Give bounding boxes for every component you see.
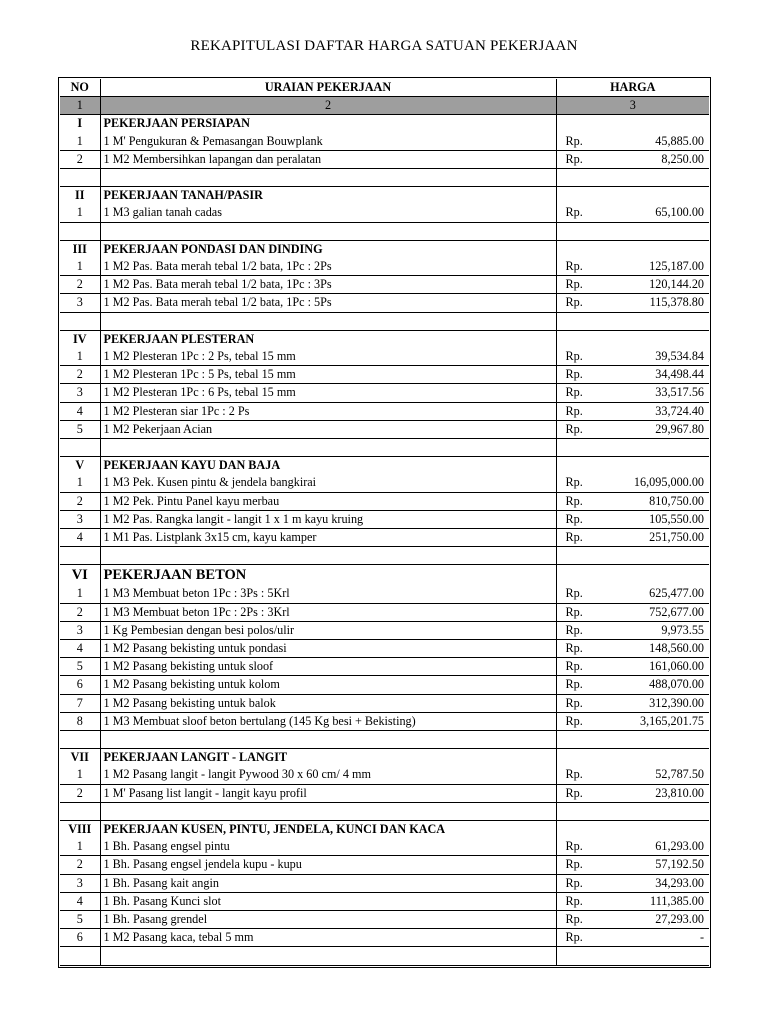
table-row [60,510,709,528]
spacer-cell [60,169,100,187]
currency-label: Rp. [565,713,583,728]
item-description: 1 M2 Pas. Bata merah tebal 1/2 bata, 1Pc : 3Ps [100,276,556,294]
table-row [60,784,709,802]
item-description: 1 M2 Pekerjaan Acian [100,420,556,438]
item-price-cell [556,911,709,929]
table-row [60,892,709,910]
price-amount: 52,787.50 [655,767,704,782]
table-row [60,658,709,676]
item-number: 8 [60,712,100,730]
price-wrapper [560,676,707,693]
section-roman: I [60,115,100,133]
price-wrapper [560,658,707,675]
table-row [60,348,709,366]
price-wrapper [560,856,707,873]
currency-label: Rp. [565,695,583,710]
item-number: 5 [60,911,100,929]
table-row [60,585,709,603]
item-description: 1 M2 Pas. Bata merah tebal 1/2 bata, 1Pc : 2Ps [100,258,556,276]
price-amount: 8,250.00 [661,151,704,166]
currency-label: Rp. [565,857,583,872]
price-amount: 810,750.00 [649,493,704,508]
spacer-cell [556,802,709,820]
item-number: 3 [60,384,100,402]
table-row [60,420,709,438]
price-amount: 111,385.00 [650,893,704,908]
table-row [60,603,709,621]
item-price-cell [556,402,709,420]
index-no: 1 [60,97,100,115]
currency-label: Rp. [565,659,583,674]
item-number: 4 [60,402,100,420]
currency-label: Rp. [565,367,583,382]
price-amount: 312,390.00 [649,695,704,710]
price-wrapper [560,133,707,150]
spacer-cell [556,312,709,330]
column-index-row [60,97,709,115]
price-amount: 27,293.00 [655,912,704,927]
item-number: 1 [60,474,100,492]
table-row [60,874,709,892]
table-row [60,529,709,547]
spacer-cell [100,547,556,565]
table-row [60,402,709,420]
spacer-cell [60,547,100,565]
document-title: REKAPITULASI DAFTAR HARGA SATUAN PEKERJAAN [190,38,578,54]
section-title: PEKERJAAN BETON [100,565,556,586]
currency-label: Rp. [565,785,583,800]
table-row [60,676,709,694]
price-wrapper [560,622,707,639]
item-price-cell [556,640,709,658]
spacer-cell [60,222,100,240]
table-row [60,911,709,929]
item-price-cell [556,276,709,294]
table-row [60,133,709,151]
currency-label: Rp. [565,893,583,908]
section-header-row [60,187,709,205]
price-amount: 61,293.00 [655,839,704,854]
item-description: 1 M2 Pasang bekisting untuk balok [100,694,556,712]
spacer-row [60,802,709,820]
currency-label: Rp. [565,151,583,166]
price-wrapper [560,585,707,602]
section-price-empty [556,240,709,258]
item-price-cell [556,420,709,438]
price-amount: 33,517.56 [655,385,704,400]
spacer-cell [556,547,709,565]
price-amount: 29,967.80 [655,421,704,436]
item-description: 1 M2 Pasang bekisting untuk sloof [100,658,556,676]
table-row [60,366,709,384]
price-wrapper [560,785,707,802]
spacer-cell [60,312,100,330]
item-description: 1 M2 Pasang langit - langit Pywood 30 x 60 cm/ 4 mm [100,766,556,784]
currency-label: Rp. [565,493,583,508]
section-price-empty [556,565,709,586]
price-wrapper [560,474,707,491]
item-price-cell [556,366,709,384]
price-wrapper [560,493,707,510]
item-number: 3 [60,621,100,639]
spacer-cell [100,312,556,330]
section-header-row [60,749,709,767]
price-amount: 16,095,000.00 [633,475,704,490]
currency-label: Rp. [565,622,583,637]
item-price-cell [556,492,709,510]
item-number: 7 [60,694,100,712]
price-amount: 33,724.40 [655,403,704,418]
section-header-row [60,240,709,258]
price-wrapper [560,294,707,311]
price-wrapper [560,366,707,383]
section-title: PEKERJAAN KAYU DAN BAJA [100,457,556,475]
price-amount: 752,677.00 [649,604,704,619]
price-table-frame [58,77,711,968]
item-price-cell [556,694,709,712]
item-price-cell [556,892,709,910]
spacer-cell [556,439,709,457]
section-title: PEKERJAAN LANGIT - LANGIT [100,749,556,767]
price-wrapper [560,929,707,946]
table-row [60,204,709,222]
table-row [60,492,709,510]
price-wrapper [560,604,707,621]
table-row [60,276,709,294]
table-row [60,712,709,730]
item-description: 1 M3 galian tanah cadas [100,204,556,222]
currency-label: Rp. [565,875,583,890]
price-wrapper [560,204,707,221]
table-row [60,294,709,312]
item-price-cell [556,510,709,528]
table-row [60,929,709,947]
item-price-cell [556,585,709,603]
section-title: PEKERJAAN PONDASI DAN DINDING [100,240,556,258]
section-roman: II [60,187,100,205]
currency-label: Rp. [565,839,583,854]
item-number: 2 [60,603,100,621]
currency-label: Rp. [565,205,583,220]
item-price-cell [556,712,709,730]
spacer-cell [100,731,556,749]
item-description: 1 Bh. Pasang kait angin [100,874,556,892]
spacer-cell [100,802,556,820]
item-price-cell [556,150,709,168]
price-wrapper [560,695,707,712]
item-description: 1 M2 Pas. Rangka langit - langit 1 x 1 m kayu kruing [100,510,556,528]
price-wrapper [560,348,707,365]
item-description: 1 M2 Pas. Bata merah tebal 1/2 bata, 1Pc : 5Ps [100,294,556,312]
price-amount: 105,550.00 [649,511,704,526]
item-description: 1 M2 Membersihkan lapangan dan peralatan [100,150,556,168]
section-title: PEKERJAAN PLESTERAN [100,330,556,348]
price-amount: 34,498.44 [655,367,704,382]
item-number: 2 [60,856,100,874]
item-description: 1 M2 Plesteran siar 1Pc : 2 Ps [100,402,556,420]
price-amount: 625,477.00 [649,586,704,601]
price-wrapper [560,421,707,438]
section-price-empty [556,187,709,205]
spacer-cell [556,222,709,240]
item-number: 1 [60,585,100,603]
item-price-cell [556,766,709,784]
item-description: 1 M2 Pasang bekisting untuk kolom [100,676,556,694]
item-number: 2 [60,492,100,510]
item-number: 6 [60,929,100,947]
item-description: 1 M2 Plesteran 1Pc : 6 Ps, tebal 15 mm [100,384,556,402]
spacer-row [60,731,709,749]
currency-label: Rp. [565,767,583,782]
section-header-row [60,330,709,348]
currency-label: Rp. [565,586,583,601]
item-price-cell [556,258,709,276]
currency-label: Rp. [565,641,583,656]
item-number: 2 [60,784,100,802]
spacer-row [60,439,709,457]
currency-label: Rp. [565,912,583,927]
spacer-cell [556,169,709,187]
spacer-cell [556,731,709,749]
item-price-cell [556,204,709,222]
section-header-row [60,821,709,839]
currency-label: Rp. [565,604,583,619]
item-description: 1 M3 Membuat beton 1Pc : 3Ps : 5Krl [100,585,556,603]
spacer-cell [556,947,709,965]
spacer-row [60,312,709,330]
currency-label: Rp. [565,930,583,945]
item-number: 2 [60,150,100,168]
item-number: 1 [60,204,100,222]
item-number: 3 [60,874,100,892]
spacer-row [60,222,709,240]
price-amount: 65,100.00 [655,205,704,220]
item-description: 1 Bh. Pasang Kunci slot [100,892,556,910]
table-row [60,856,709,874]
spacer-cell [60,439,100,457]
spacer-cell [100,439,556,457]
header-no: NO [60,79,100,97]
item-price-cell [556,784,709,802]
price-wrapper [560,384,707,401]
item-number: 3 [60,510,100,528]
currency-label: Rp. [565,530,583,545]
currency-label: Rp. [565,403,583,418]
item-description: 1 M3 Pek. Kusen pintu & jendela bangkirai [100,474,556,492]
item-price-cell [556,133,709,151]
price-wrapper [560,838,707,855]
item-price-cell [556,384,709,402]
currency-label: Rp. [565,259,583,273]
item-number: 1 [60,133,100,151]
section-header-row [60,565,709,586]
price-amount: 488,070.00 [649,677,704,692]
price-amount: 39,534.84 [655,349,704,363]
section-price-empty [556,457,709,475]
spacer-cell [60,731,100,749]
price-wrapper [560,511,707,528]
price-wrapper [560,403,707,420]
item-description: 1 M' Pasang list langit - langit kayu profil [100,784,556,802]
spacer-cell [100,169,556,187]
table-row [60,640,709,658]
section-roman: VIII [60,821,100,839]
section-title: PEKERJAAN TANAH/PASIR [100,187,556,205]
spacer-row [60,547,709,565]
price-wrapper [560,258,707,275]
section-roman: V [60,457,100,475]
index-harga: 3 [556,97,709,115]
item-description: 1 Bh. Pasang engsel jendela kupu - kupu [100,856,556,874]
price-amount: 251,750.00 [649,530,704,545]
section-roman: IV [60,330,100,348]
item-description: 1 M2 Pasang bekisting untuk pondasi [100,640,556,658]
item-price-cell [556,348,709,366]
section-roman: VII [60,749,100,767]
price-table [60,79,709,966]
item-price-cell [556,603,709,621]
currency-label: Rp. [565,475,583,490]
item-number: 4 [60,892,100,910]
item-number: 2 [60,276,100,294]
item-number: 5 [60,658,100,676]
table-row [60,766,709,784]
price-wrapper [560,529,707,546]
item-number: 3 [60,294,100,312]
item-price-cell [556,621,709,639]
item-description: 1 Bh. Pasang engsel pintu [100,838,556,856]
currency-label: Rp. [565,511,583,526]
item-number: 4 [60,640,100,658]
section-price-empty [556,115,709,133]
price-amount: 115,378.80 [649,295,704,310]
table-row [60,474,709,492]
section-title: PEKERJAAN KUSEN, PINTU, JENDELA, KUNCI DAN KACA [100,821,556,839]
price-wrapper [560,640,707,657]
currency-label: Rp. [565,385,583,400]
section-header-row [60,457,709,475]
item-description: 1 M3 Membuat beton 1Pc : 2Ps : 3Krl [100,603,556,621]
spacer-row [60,947,709,965]
table-row [60,694,709,712]
item-number: 1 [60,838,100,856]
price-wrapper [560,893,707,910]
table-row [60,258,709,276]
item-price-cell [556,658,709,676]
currency-label: Rp. [565,421,583,436]
spacer-cell [60,947,100,965]
section-title: PEKERJAAN PERSIAPAN [100,115,556,133]
spacer-row [60,169,709,187]
price-amount: 148,560.00 [649,641,704,656]
price-amount: - [699,930,704,945]
item-number: 1 [60,258,100,276]
item-description: 1 M2 Plesteran 1Pc : 2 Ps, tebal 15 mm [100,348,556,366]
price-table-body [60,79,709,965]
table-header-row [60,79,709,97]
price-wrapper [560,875,707,892]
price-amount: 34,293.00 [655,875,704,890]
item-number: 5 [60,420,100,438]
currency-label: Rp. [565,295,583,310]
item-description: 1 M2 Pek. Pintu Panel kayu merbau [100,492,556,510]
item-description: 1 M2 Plesteran 1Pc : 5 Ps, tebal 15 mm [100,366,556,384]
item-price-cell [556,294,709,312]
price-wrapper [560,276,707,293]
item-price-cell [556,474,709,492]
currency-label: Rp. [565,133,583,148]
section-roman: VI [60,565,100,586]
item-price-cell [556,874,709,892]
table-row [60,384,709,402]
item-description: 1 Kg Pembesian dengan besi polos/ulir [100,621,556,639]
item-description: 1 Bh. Pasang grendel [100,911,556,929]
item-description: 1 M3 Membuat sloof beton bertulang (145 Kg besi + Bekisting) [100,712,556,730]
spacer-cell [60,802,100,820]
price-amount: 161,060.00 [649,659,704,674]
price-amount: 9,973.55 [661,622,704,637]
table-row [60,150,709,168]
price-amount: 57,192.50 [655,857,704,872]
currency-label: Rp. [565,277,583,292]
section-header-row [60,115,709,133]
item-number: 1 [60,766,100,784]
price-amount: 3,165,201.75 [640,713,704,728]
price-wrapper [560,713,707,730]
section-price-empty [556,821,709,839]
price-wrapper [560,151,707,168]
item-price-cell [556,676,709,694]
item-description: 1 M1 Pas. Listplank 3x15 cm, kayu kamper [100,529,556,547]
price-wrapper [560,911,707,928]
item-description: 1 M' Pengukuran & Pemasangan Bouwplank [100,133,556,151]
price-amount: 23,810.00 [655,785,704,800]
index-uraian: 2 [100,97,556,115]
spacer-cell [100,947,556,965]
item-description: 1 M2 Pasang kaca, tebal 5 mm [100,929,556,947]
item-price-cell [556,838,709,856]
price-wrapper [560,766,707,783]
spacer-cell [100,222,556,240]
section-price-empty [556,330,709,348]
table-row [60,838,709,856]
item-number: 4 [60,529,100,547]
item-number: 6 [60,676,100,694]
price-amount: 120,144.20 [649,277,704,292]
header-uraian: URAIAN PEKERJAAN [100,79,556,97]
currency-label: Rp. [565,677,583,692]
item-number: 2 [60,366,100,384]
item-number: 1 [60,348,100,366]
price-amount: 125,187.00 [649,259,704,273]
item-price-cell [556,929,709,947]
table-row [60,621,709,639]
currency-label: Rp. [565,349,583,363]
item-price-cell [556,856,709,874]
price-amount: 45,885.00 [655,133,704,148]
item-price-cell [556,529,709,547]
section-roman: III [60,240,100,258]
section-price-empty [556,749,709,767]
header-harga: HARGA [556,79,709,97]
